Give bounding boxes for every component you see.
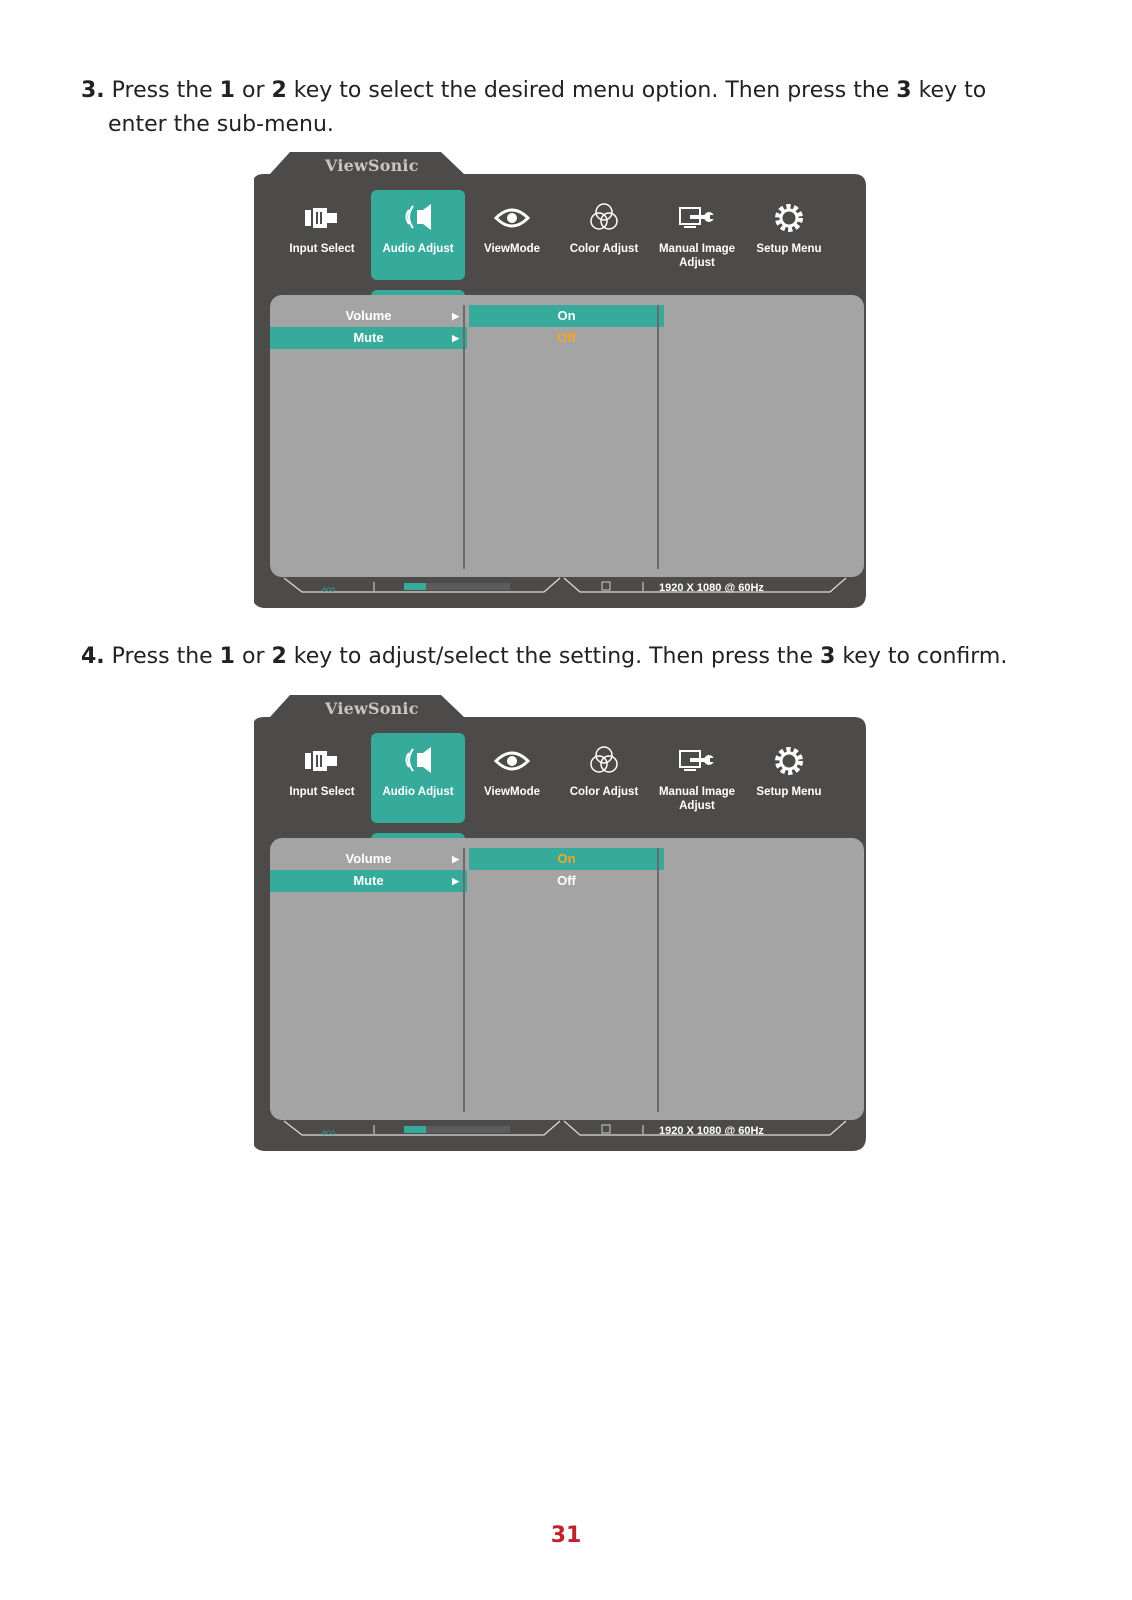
submenu-list	[270, 848, 467, 892]
submenu-item-mute[interactable]: Mute ▶	[270, 327, 467, 349]
brand-logo: ViewSonic	[325, 156, 419, 175]
tab-label: Audio Adjust	[382, 786, 454, 798]
input-select-icon	[301, 198, 343, 238]
option-off[interactable]: Off	[557, 873, 576, 888]
option-list	[469, 848, 664, 892]
resolution-readout: 1920 X 1080 @ 60Hz	[659, 1125, 764, 1137]
tab-label: Color Adjust	[569, 243, 639, 255]
tab-label: Audio Adjust	[382, 243, 454, 255]
brand-logo: ViewSonic	[325, 699, 419, 718]
tab-audio-adjust[interactable]	[371, 190, 465, 280]
osd-menu-screenshot-1	[254, 152, 878, 592]
tab-label: Setup Menu	[756, 786, 822, 798]
column-divider	[657, 848, 659, 1112]
option-off[interactable]: Off	[557, 330, 576, 345]
arrow-right-icon: ▶	[452, 854, 459, 864]
gear-icon	[768, 741, 810, 781]
step-4-instruction: 4. Press the 1 or 2 key to adjust/select the setting. Then press the 3 key to confirm.	[81, 644, 1008, 669]
page-number: 31	[550, 1523, 582, 1548]
tab-input-select[interactable]	[275, 190, 369, 280]
eye-icon	[491, 198, 533, 238]
eye-icon	[491, 741, 533, 781]
eco-label: eco	[322, 585, 335, 594]
tab-color-adjust[interactable]	[557, 733, 651, 823]
tab-manual-image-adjust[interactable]	[650, 733, 744, 823]
gear-icon	[768, 198, 810, 238]
step-3-instruction: 3. Press the 1 or 2 key to select the desired menu option. Then press the 3 key to enter the sub-menu.	[81, 74, 986, 142]
monitor-wrench-icon	[676, 741, 718, 781]
tab-label: ViewMode	[483, 243, 541, 255]
submenu-panel	[270, 295, 864, 577]
tab-color-adjust[interactable]	[557, 190, 651, 280]
color-circles-icon	[583, 741, 625, 781]
tab-label: Input Select	[289, 786, 355, 798]
tab-label: ViewMode	[483, 786, 541, 798]
tab-viewmode[interactable]	[465, 733, 559, 823]
tab-label: Manual Image Adjust	[658, 243, 736, 269]
tab-setup-menu[interactable]	[742, 190, 836, 280]
audio-adjust-icon	[397, 198, 439, 238]
column-divider	[463, 848, 465, 1112]
audio-adjust-icon	[397, 741, 439, 781]
step-number: 3.	[81, 78, 105, 103]
option-list	[469, 305, 664, 349]
osd-menu-screenshot-2	[254, 695, 878, 1135]
tab-label: Input Select	[289, 243, 355, 255]
tab-setup-menu[interactable]	[742, 733, 836, 823]
column-divider	[657, 305, 659, 569]
tab-audio-adjust[interactable]	[371, 733, 465, 823]
submenu-item-mute[interactable]: Mute ▶	[270, 870, 467, 892]
input-select-icon	[301, 741, 343, 781]
tab-label: Manual Image Adjust	[658, 786, 736, 812]
submenu-panel	[270, 838, 864, 1120]
tab-input-select[interactable]	[275, 733, 369, 823]
submenu-item-volume[interactable]: Volume ▶	[270, 848, 467, 870]
color-circles-icon	[583, 198, 625, 238]
tab-label: Setup Menu	[756, 243, 822, 255]
step-number: 4.	[81, 644, 105, 669]
arrow-right-icon: ▶	[452, 311, 459, 321]
eco-label: eco	[322, 1128, 335, 1137]
arrow-right-icon: ▶	[452, 876, 459, 886]
option-on[interactable]: On	[469, 305, 664, 327]
tab-viewmode[interactable]	[465, 190, 559, 280]
tab-label: Color Adjust	[569, 786, 639, 798]
column-divider	[463, 305, 465, 569]
option-on[interactable]: On	[469, 848, 664, 870]
resolution-readout: 1920 X 1080 @ 60Hz	[659, 582, 764, 594]
tab-manual-image-adjust[interactable]	[650, 190, 744, 280]
monitor-wrench-icon	[676, 198, 718, 238]
submenu-list	[270, 305, 467, 349]
submenu-item-volume[interactable]: Volume ▶	[270, 305, 467, 327]
step-3-continuation: enter the sub-menu.	[108, 112, 334, 137]
arrow-right-icon: ▶	[452, 333, 459, 343]
